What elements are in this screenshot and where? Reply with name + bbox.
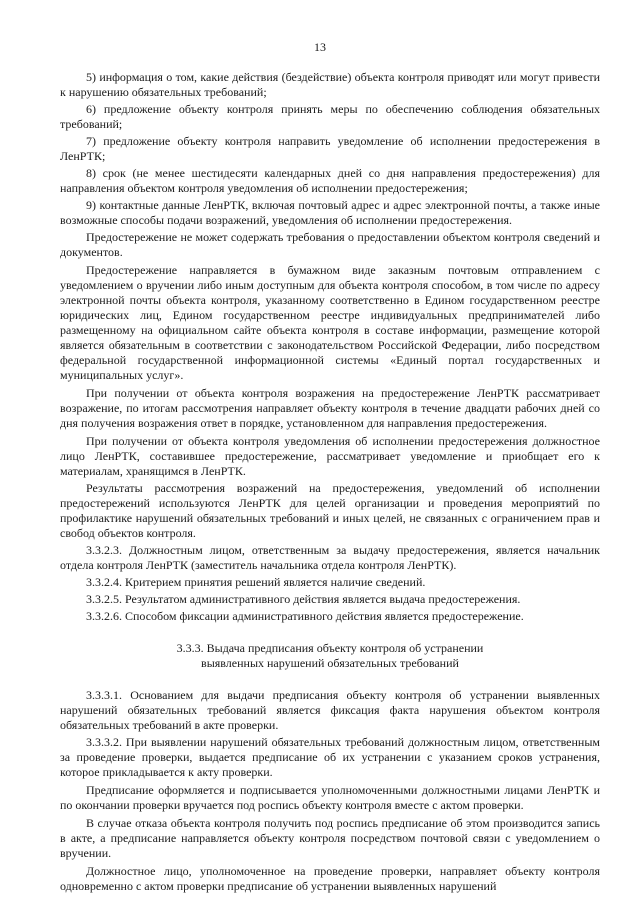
paragraph-3-3-3-2: 3.3.3.2. При выявлении нарушений обязательных требований должностным лицом, ответственным за проведение проверки, выдается предписание об их устранении с указанием сроков устранения, которое прикладывается к акту проверки. xyxy=(60,735,600,779)
paragraph-results-usage: Результаты рассмотрения возражений на предостережения, уведомлений об исполнении предостережений используются ЛенРТК для целей организации и проведения мероприятий по профилактике нарушений обязательных требований и иных целей, не связанных с ограничением прав и свобод объектов контроля. xyxy=(60,481,600,540)
document-body xyxy=(60,70,600,896)
paragraph-prescription-signing: Предписание оформляется и подписывается уполномоченными должностными лицами ЛенРТК и по окончании проверки вручается под роспись объекту контроля вместе с актом проверки. xyxy=(60,783,600,812)
paragraph-3-3-2-3: 3.3.2.3. Должностным лицом, ответственным за выдачу предостережения, является начальник отдела контроля ЛенРТК (заместитель начальника отдела контроля ЛенРТК). xyxy=(60,543,600,572)
paragraph-official-sends: Должностное лицо, уполномоченное на проведение проверки, направляет объекту контроля одновременно с актом проверки предписание об устранении выявленных нарушений xyxy=(60,864,600,893)
paragraph-warning-delivery: Предостережение направляется в бумажном виде заказным почтовым отправлением с уведомлением о вручении либо иным доступным для объекта контроля способом, в том числе по адресу электронной почты объекта контроля, указанному соответственно в Едином государственном реестре юридических лиц, Едином государственном реестре индивидуальных предпринимателей либо размещенному на официальном сайте объекта контроля в составе информации, размещение которой является обязательным в соответствии с законодательством Российской Федерации, либо посредством федеральной государственной информационной системы «Единый портал государственных и муниципальных услуг». xyxy=(60,263,600,382)
paragraph-3-3-2-5: 3.3.2.5. Результатом административного действия является выдача предостережения. xyxy=(86,592,521,606)
paragraph-item-6: 6) предложение объекту контроля принять меры по обеспечению соблюдения обязательных требований; xyxy=(60,102,600,131)
page-number: 13 xyxy=(314,40,326,54)
paragraph-refusal-case: В случае отказа объекта контроля получить под роспись предписание об этом производится запись в акте, а предписание направляется объекту контроля посредством почтовой связи с уведомлением о вручении. xyxy=(60,816,600,860)
paragraph-item-9: 9) контактные данные ЛенРТК, включая почтовый адрес и адрес электронной почты, а также иные возможные способы подачи возражений, уведомления об исполнении предостережения. xyxy=(60,198,600,227)
paragraph-item-8: 8) срок (не менее шестидесяти календарных дней со дня направления предостережения) для направления объектом контроля уведомления об исполнении предостережения; xyxy=(60,166,600,195)
paragraph-objection-handling: При получении от объекта контроля возражения на предостережение ЛенРТК рассматривает возражение, по итогам рассмотрения направляет объекту контроля в течение двадцати рабочих дней со дня получения возражения ответ в порядке, установленном для направления предостережения. xyxy=(60,386,600,430)
section-heading-line-2: выявленных нарушений обязательных требований xyxy=(201,656,459,670)
paragraph-3-3-2-6: 3.3.2.6. Способом фиксации административного действия является предостережение. xyxy=(86,609,524,623)
paragraph-warning-restriction: Предостережение не может содержать требования о предоставлении объектом контроля сведений и документов. xyxy=(60,230,600,259)
paragraph-notification-handling: При получении от объекта контроля уведомления об исполнении предостережения должностное лицо ЛенРТК, составившее предостережение, рассматривает уведомление и приобщает его к материалам, хранящимся в ЛенРТК. xyxy=(60,434,600,478)
paragraph-3-3-3-1: 3.3.3.1. Основанием для выдачи предписания объекту контроля об устранении выявленных нарушений обязательных требований является фиксация факта нарушения объектом контроля обязательных требований в акте проверки. xyxy=(60,688,600,732)
section-heading-line-1: 3.3.3. Выдача предписания объекту контроля об устранении xyxy=(176,641,484,655)
paragraph-item-5: 5) информация о том, какие действия (бездействие) объекта контроля приводят или могут привести к нарушению обязательных требований; xyxy=(60,70,600,99)
section-heading-3-3-3 xyxy=(60,641,600,671)
paragraph-item-7: 7) предложение объекту контроля направить уведомление об исполнении предостережения в ЛенРТК; xyxy=(60,134,600,163)
paragraph-3-3-2-4: 3.3.2.4. Критерием принятия решений является наличие сведений. xyxy=(86,575,426,589)
